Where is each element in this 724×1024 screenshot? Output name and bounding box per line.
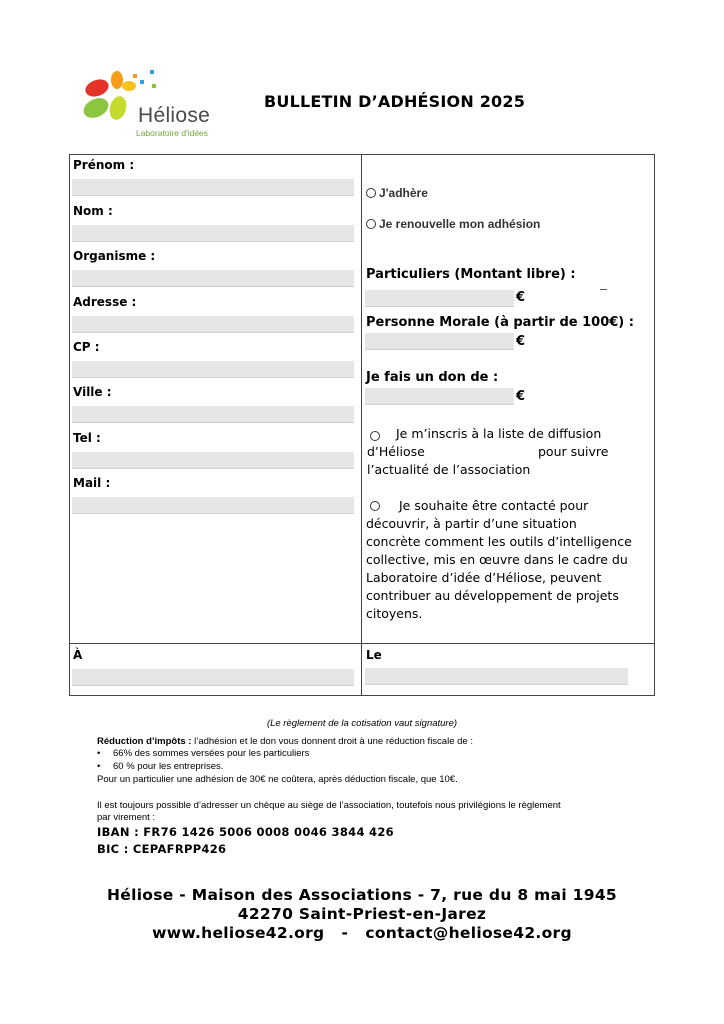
tax-bullet-2: • [97,761,101,772]
individuals-label: Particuliers (Montant libre) : [366,267,576,282]
tax-item-companies: 60 % pour les entreprises. [113,761,224,772]
logo-tagline: Laboratoire d'idées [136,128,209,138]
date-label: Le [366,648,382,662]
organisation-field[interactable] [72,270,354,287]
contact-line-5: Laboratoire d’idée d’Héliose, peuvent [366,570,602,585]
organisation-label: Organisme : [73,249,156,263]
signature-note: (Le règlement de la cotisation vaut signature) [266,718,458,729]
contact-line-1: Je souhaite être contacté pour [399,498,589,513]
lastname-label: Nom : [73,204,113,218]
firstname-label: Prénom : [73,158,135,172]
iban: IBAN : FR76 1426 5006 0008 0046 3844 426 [97,825,394,839]
legal-entity-label: Personne Morale (à partir de 100€) : [366,315,634,330]
legal-entity-currency: € [516,334,526,349]
postcode-field[interactable] [72,361,354,378]
footer-contact: www.heliose42.org - contact@heliose42.org [152,924,572,942]
footer-address-line2: 42270 Saint-Priest-en-Jarez [237,905,487,923]
address-label: Adresse : [73,295,137,309]
lastname-field[interactable] [72,225,354,242]
firstname-field[interactable] [72,179,354,196]
address-field[interactable] [72,316,354,333]
individuals-amount-field[interactable] [365,290,514,307]
contact-line-3: concrète comment les outils d’intelligence [366,534,632,549]
contact-request-radio[interactable] [370,501,380,511]
place-field[interactable] [72,669,354,686]
join-radio[interactable] [366,188,376,198]
tax-example: Pour un particulier une adhésion de 30€ ne coûtera, après déduction fiscale, que 10€. [97,774,458,785]
mailing-list-radio[interactable] [370,431,380,441]
tax-heading: Réduction d’impôts : [97,736,192,747]
phone-label: Tel : [73,431,101,445]
tax-intro: l’adhésion et le don vous donnent droit à une réduction fiscale de : [191,736,473,747]
donation-label: Je fais un don de : [366,370,499,385]
legal-entity-amount-field[interactable] [365,333,514,350]
phone-field[interactable] [72,452,354,469]
tax-bullet-1: • [97,748,101,759]
contact-line-6: contribuer au développement de projets [366,588,619,603]
form-column-divider [361,154,362,696]
email-field[interactable] [72,497,354,514]
renew-label: Je renouvelle mon adhésion [379,217,541,231]
bic: BIC : CEPAFRPP426 [97,842,227,856]
page-title: BULLETIN D’ADHÉSION 2025 [264,92,526,111]
donation-currency: € [516,389,526,404]
donation-amount-field[interactable] [365,388,514,405]
contact-line-4: collective, mis en œuvre dans le cadre du [366,552,628,567]
join-label: J'adhère [379,186,428,200]
contact-line-7: citoyens. [366,606,423,621]
city-field[interactable] [72,406,354,423]
payment-line2: par virement : [97,812,156,823]
mailing-list-line3: l’actualité de l’association [367,462,531,477]
individuals-currency: € [516,290,526,305]
contact-line-2: découvrir, à partir d’une situation [366,516,577,531]
logo-name: Héliose [138,104,211,127]
mailing-list-line1: Je m’inscris à la liste de diffusion [396,426,602,441]
payment-line1: Il est toujours possible d’adresser un chèque au siège de l’association, toutefois nous privilégions le règlement [97,800,561,811]
tax-item-individuals: 66% des sommes versées pour les particuliers [113,748,310,759]
date-field[interactable] [365,668,628,685]
city-label: Ville : [73,385,112,399]
renew-radio[interactable] [366,219,376,229]
mailing-list-line2a: d’Héliose [367,444,425,459]
mailing-list-line2b: pour suivre [538,444,609,459]
footer-address-line1: Héliose - Maison des Associations - 7, rue du 8 mai 1945 [107,886,617,904]
email-label: Mail : [73,476,111,490]
dash-mark [600,289,607,290]
form-row-divider [69,643,655,644]
postcode-label: CP : [73,340,100,354]
place-label: À [73,648,83,662]
